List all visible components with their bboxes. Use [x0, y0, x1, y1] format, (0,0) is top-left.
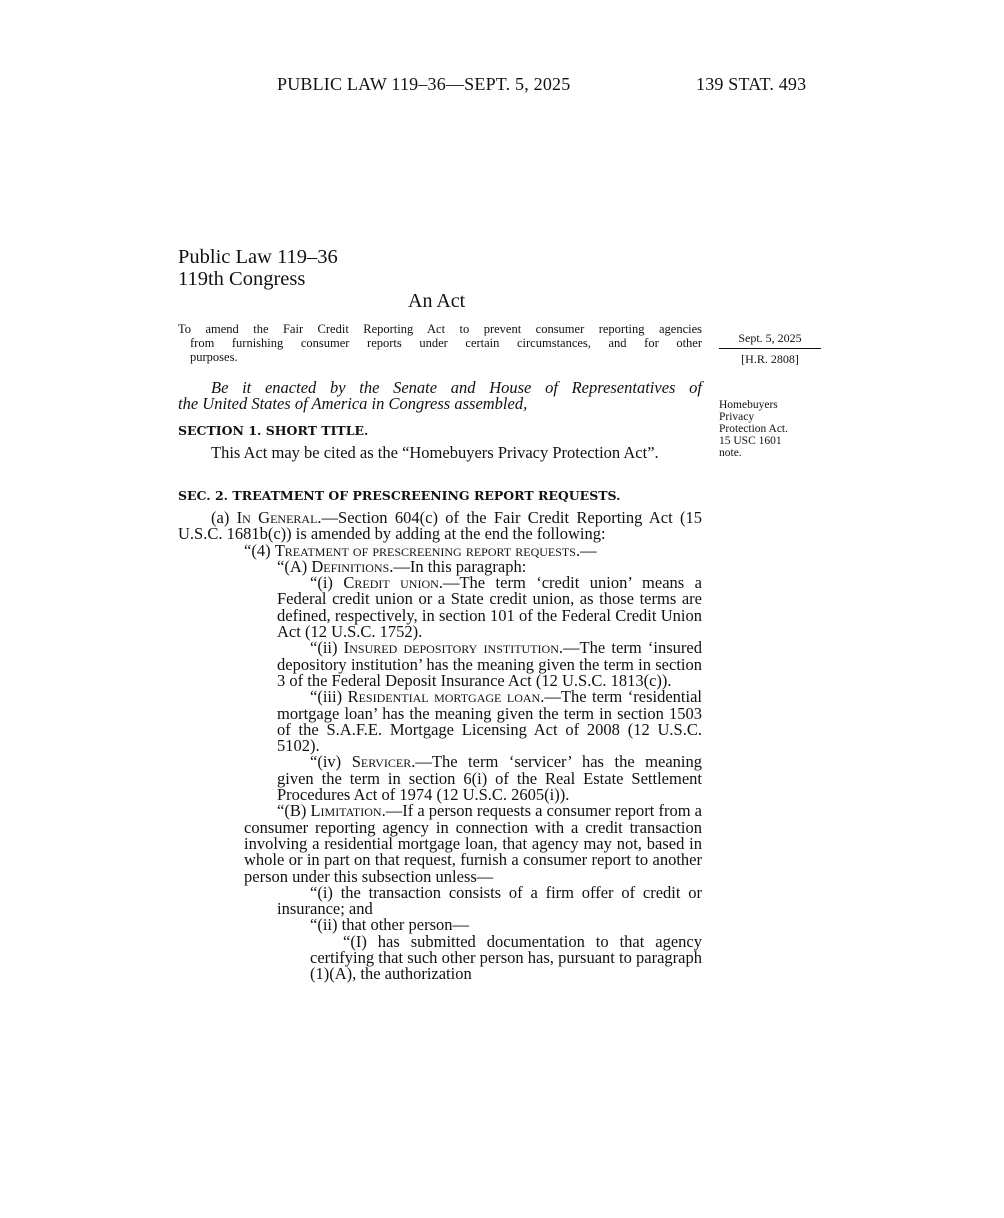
clause-ii-text: .—The term ‘insured depository institution’ has the meaning given the term in section 3 of the Federal Deposit Insurance Act (12 U.S.C. 1813(c)).	[277, 638, 702, 690]
long-title-line: purposes.	[190, 350, 238, 364]
long-title-line: To amend the Fair Credit Reporting Act to prevent consumer reporting agencies	[178, 322, 702, 336]
section-1-body	[178, 445, 702, 461]
clause-iii-text: .—The term ‘residential mortgage loan’ has the meaning given the term in section 1503 of the S.A.F.E. Mortgage Licensing Act of 2008 (12 U.S.C. 5102).	[277, 687, 702, 756]
paragraph-4-lead: “(4)	[244, 540, 275, 560]
clause-i-caption: Credit union	[343, 573, 439, 593]
clause-iii-caption: Residential mortgage loan	[347, 687, 541, 707]
clause-B-ii: “(ii) that other person—	[310, 915, 469, 935]
subsection-a-caption: In General	[236, 508, 318, 527]
running-header-page: 139 STAT. 493	[696, 74, 807, 94]
subparagraph-B-text: .—If a person requests a consumer report from a consumer reporting agency in connection with a credit transaction involving a residential mortgage loan, that agency may not, based in whole or in part on that request, furnish a consumer report to another person under this subsection unless—	[244, 801, 702, 886]
subsection-a-lead: (a)	[211, 508, 237, 527]
paragraph-4-dash: .—	[575, 540, 597, 560]
margin-note-line: Protection Act.	[719, 423, 788, 435]
section-2-heading: SEC. 2. TREATMENT OF PRESCREENING REPORT REQUESTS.	[178, 488, 621, 503]
enacting-clause-line: the United States of America in Congress assembled,	[178, 394, 528, 413]
long-title	[178, 322, 702, 364]
clause-ii-lead: “(ii)	[310, 638, 344, 658]
clause-iii	[277, 689, 702, 754]
paragraph-4-caption: Treatment of prescreening report requests	[274, 540, 576, 560]
clause-ii-caption: Insured depository institution	[343, 638, 559, 658]
clause-iv	[277, 754, 702, 803]
clause-iv-lead: “(iv)	[310, 752, 352, 772]
clause-iv-caption: Servicer	[351, 752, 412, 772]
margin-note-line: Privacy	[719, 411, 755, 423]
subparagraph-A-lead: “(A)	[277, 556, 312, 576]
bill-number: [H.R. 2808]	[741, 352, 799, 366]
enacting-clause-line: Be it enacted by the Senate and House of Representatives of	[211, 378, 702, 397]
section-2-body	[178, 510, 702, 983]
title-block	[178, 246, 338, 290]
subsection-a	[178, 510, 702, 543]
enacting-clause	[178, 380, 702, 412]
section-1-text: This Act may be cited as the “Homebuyers Privacy Protection Act”.	[211, 443, 659, 462]
congress-number: 119th Congress	[178, 268, 306, 290]
public-law-number: Public Law 119–36	[178, 246, 338, 268]
running-header-left: PUBLIC LAW 119–36—SEPT. 5, 2025	[277, 74, 571, 94]
clause-i	[277, 575, 702, 640]
subparagraph-B	[244, 803, 702, 884]
clause-i-text: .—The term ‘credit union’ means a Federal credit union or a State credit union, as those terms are defined, respectively, in section 101 of the Federal Credit Union Act (12 U.S.C. 1752).	[277, 573, 702, 642]
section-1-heading: SECTION 1. SHORT TITLE.	[178, 423, 369, 438]
subclause-B-ii-I: “(I) has submitted documentation to that agency certifying that such other person has, pursuant to paragraph (1)(A), the authorization	[310, 931, 702, 984]
margin-note-line: note.	[719, 447, 742, 459]
an-act-heading: An Act	[408, 290, 466, 312]
subparagraph-B-lead: “(B)	[277, 801, 311, 821]
margin-note-line: 15 USC 1601	[719, 435, 782, 447]
long-title-line: from furnishing consumer reports under certain circumstances, and for other	[190, 336, 702, 350]
clause-i-lead: “(i)	[310, 573, 344, 593]
subparagraph-A-text: .—In this paragraph:	[389, 556, 527, 576]
margin-date-box	[719, 331, 821, 367]
margin-note-line: Homebuyers	[719, 399, 778, 411]
clause-iii-lead: “(iii)	[310, 687, 348, 707]
subparagraph-A-caption: Definitions	[311, 556, 390, 576]
clause-B-i: “(i) the transaction consists of a firm offer of credit or insurance; and	[277, 882, 702, 919]
enactment-date: Sept. 5, 2025	[719, 331, 821, 349]
margin-note-short-title	[719, 399, 829, 459]
subparagraph-B-caption: Limitation	[310, 801, 382, 821]
subsection-a-text: .—Section 604(c) of the Fair Credit Reporting Act (15 U.S.C. 1681b(c)) is amended by adding at the end the following:	[178, 508, 702, 544]
clause-iv-text: .—The term ‘servicer’ has the meaning given the term in section 6(i) of the Real Estate Settlement Procedures Act of 1974 (12 U.S.C. 2605(i)).	[277, 752, 702, 805]
clause-ii	[277, 640, 702, 689]
